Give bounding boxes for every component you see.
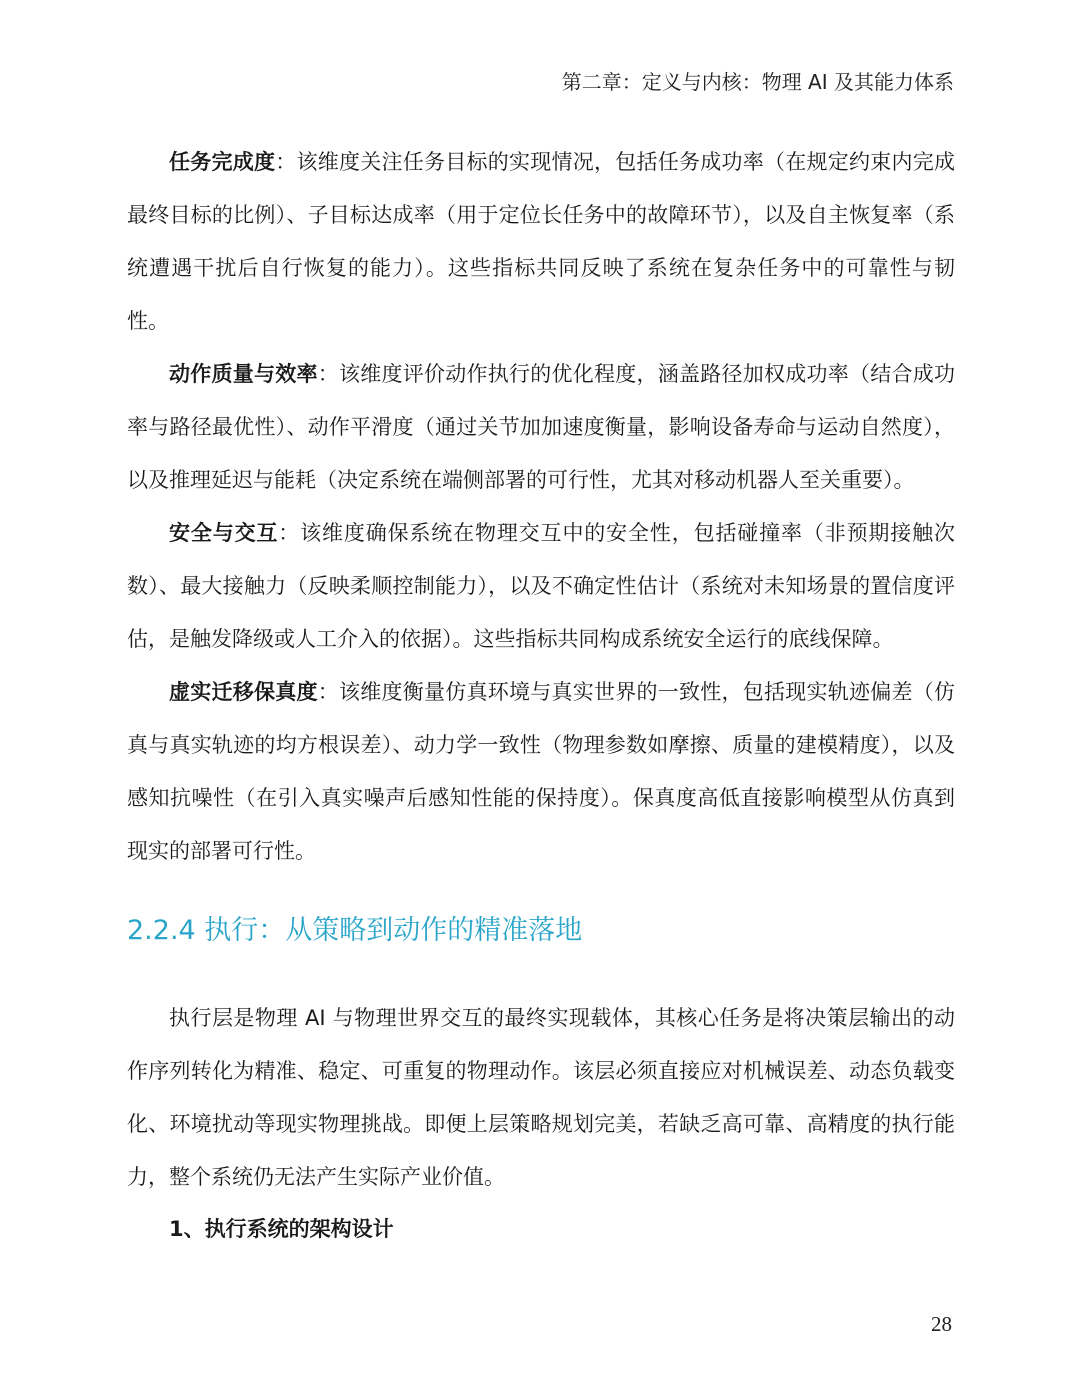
paragraph-task-completion [127,136,955,348]
term-sim2real: 虚实迁移保真度 [169,680,318,704]
paragraph-text: ：该维度确保系统在物理交互中的安全性，包括碰撞率（非预期接触次数）、最大接触力（反映柔顺控制能力），以及不确定性估计（系统对未知场景的置信度评估，是触发降级或人工介入的依据）。这些指标共同构成系统安全运行的底线保障。 [127,521,956,651]
term-action-quality: 动作质量与效率 [169,362,318,386]
paragraph-text: ：该维度衡量仿真环境与真实世界的一致性，包括现实轨迹偏差（仿真与真实轨迹的均方根误差）、动力学一致性（物理参数如摩擦、质量的建模精度），以及感知抗噪性（在引入真实噪声后感知性能的保持度）。保真度高低直接影响模型从仿真到现实的部署可行性。 [127,680,955,863]
term-safety: 安全与交互 [169,521,279,545]
execution-section [127,992,955,1204]
paragraph-text: ：该维度关注任务目标的实现情况，包括任务成功率（在规定约束内完成最终目标的比例）、子目标达成率（用于定位长任务中的故障环节），以及自主恢复率（系统遭遇干扰后自行恢复的能力）。这些指标共同反映了系统在复杂任务中的可靠性与韧性。 [127,150,955,333]
paragraph-text: ：该维度评价动作执行的优化程度，涵盖路径加权成功率（结合成功率与路径最优性）、动作平滑度（通过关节加加速度衡量，影响设备寿命与运动自然度），以及推理延迟与能耗（决定系统在端侧部署的可行性，尤其对移动机器人至关重要）。 [127,362,955,492]
paragraph-action-quality [127,348,955,507]
paragraph-safety [127,507,955,666]
paragraph-sim2real [127,666,955,878]
term-task-completion: 任务完成度 [169,150,276,174]
page-number: 28 [931,1312,952,1336]
metrics-section [127,136,955,878]
sub-heading: 1、执行系统的架构设计 [169,1217,394,1241]
paragraph-execution-layer: 执行层是物理 AI 与物理世界交互的最终实现载体，其核心任务是将决策层输出的动作序列转化为精准、稳定、可重复的物理动作。该层必须直接应对机械误差、动态负载变化、环境扰动等现实物理挑战。即便上层策略规划完美，若缺乏高可靠、高精度的执行能力，整个系统仍无法产生实际产业价值。 [127,1006,955,1189]
section-heading: 2.2.4 执行：从策略到动作的精准落地 [127,915,583,946]
chapter-header: 第二章：定义与内核：物理 AI 及其能力体系 [561,70,954,94]
